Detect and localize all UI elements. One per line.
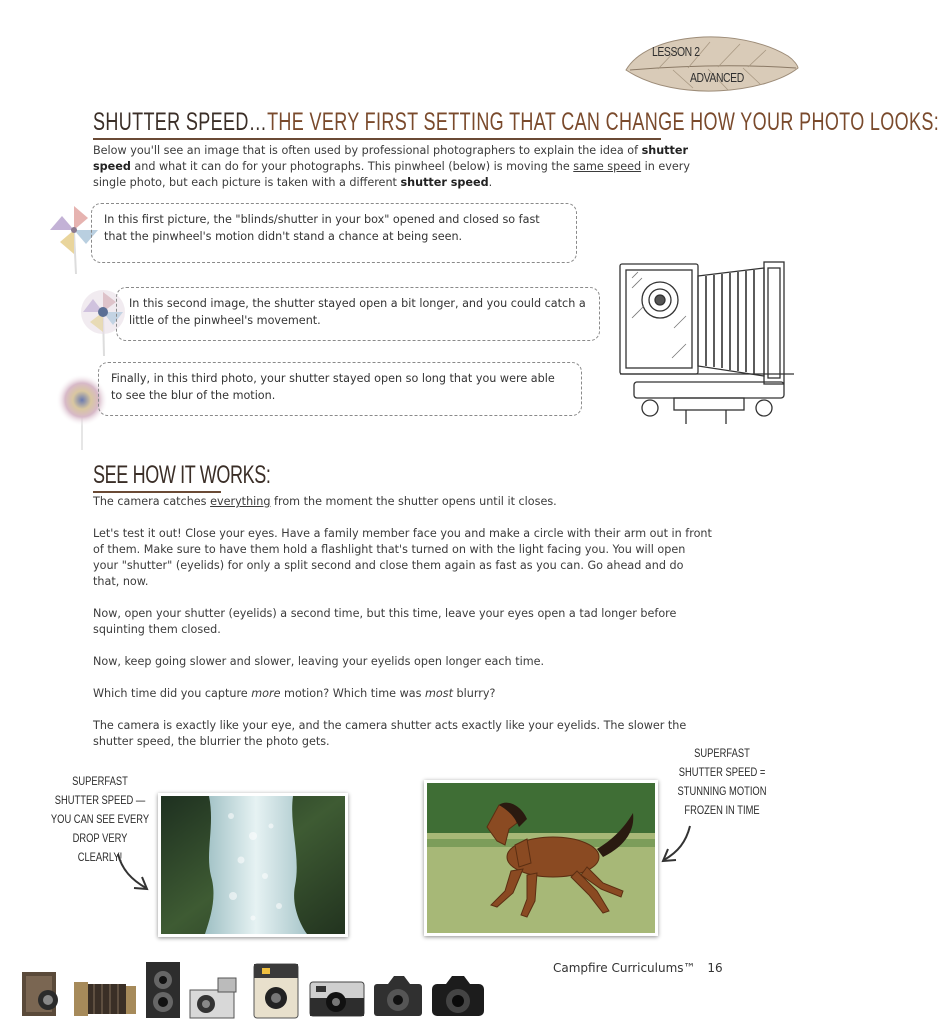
heading-lead: SHUTTER SPEED… <box>93 108 268 136</box>
intro-paragraph: Below you'll see an image that is often used by professional photographers to explain the idea of shutter speed and what it can do for your photographs. This pinwheel (below) is moving the same speed in every single photo, but each picture is taken with a different shutter speed. <box>93 144 691 189</box>
instant-camera-icon <box>254 964 298 1018</box>
arrow-to-water-photo <box>114 850 154 894</box>
heading-rest: THE VERY FIRST SETTING THAT CAN CHANGE HOW YOUR PHOTO LOOKS: <box>267 108 939 136</box>
lesson-leaf-badge <box>618 26 800 98</box>
heading-underline <box>93 138 661 140</box>
heading-underline-2 <box>93 491 221 493</box>
frozen-water-photo <box>158 793 348 937</box>
leaf-icon <box>618 26 800 98</box>
bellows-camera-icon <box>74 982 136 1016</box>
paragraph-slower: Now, keep going slower and slower, leaving your eyelids open longer each time. <box>93 655 545 668</box>
shutter-example-box-3: Finally, in this third photo, your shutter stayed open so long that you were able to see the blur of the motion. <box>98 362 582 416</box>
paragraph-question: Which time did you capture more motion? Which time was most blurry? <box>93 687 496 700</box>
vintage-camera-icon <box>614 258 800 428</box>
flash-camera-icon <box>190 978 236 1018</box>
camera-icons-strip <box>18 958 488 1020</box>
arrow-to-horse-photo <box>656 822 696 866</box>
dslr-camera-icon <box>432 976 484 1016</box>
slr-camera-icon <box>374 976 422 1016</box>
curved-arrow-icon <box>656 822 696 866</box>
galloping-horse-photo <box>424 780 658 936</box>
caption-horse-photo: SUPERFAST SHUTTER SPEED = STUNNING MOTION FROZEN IN TIME <box>677 746 767 817</box>
bellows-camera-illustration <box>614 258 800 428</box>
rangefinder-camera-icon <box>310 982 364 1016</box>
section-heading-how-it-works: SEE HOW IT WORKS: <box>93 461 271 489</box>
footer-brand: Campfire Curriculums™ 16 <box>553 961 723 975</box>
paragraph-catches-everything: The camera catches everything from the moment the shutter opens until it closes. <box>93 495 557 508</box>
shutter-example-box-2: In this second image, the shutter stayed open a bit longer, and you could catch a little of the pinwheel's movement. <box>116 287 600 341</box>
paragraph-second-time: Now, open your shutter (eyelids) a second time, but this time, leave your eyes open a tad longer before squinting them closed. <box>93 607 677 636</box>
section-heading-shutter-speed <box>93 108 939 137</box>
folding-camera-icon <box>22 972 58 1016</box>
shutter-example-box-1: In this first picture, the "blinds/shutter in your box" opened and closed so fast that the pinwheel's motion didn't stand a chance at being seen. <box>91 203 577 263</box>
lesson-level: ADVANCED <box>690 70 744 85</box>
twin-lens-camera-icon <box>146 962 180 1018</box>
curved-arrow-icon <box>114 850 154 894</box>
caption-water-photo: SUPERFAST SHUTTER SPEED — YOU CAN SEE EVERY DROP VERY CLEARLY! <box>50 774 150 864</box>
page-number: 16 <box>707 961 723 975</box>
lesson-number: LESSON 2 <box>652 44 700 59</box>
paragraph-test-it-out: Let's test it out! Close your eyes. Have a family member face you and make a circle with their arm out in front of them. Make sure to have them hold a flashlight that's turned on with the light facing you. You will open your "shutter" (eyelids) for only a split second and close them again as fast as you can. Go ahead and do that, now. <box>93 527 712 588</box>
paragraph-conclusion: The camera is exactly like your eye, and the camera shutter acts exactly like your eyelids. The slower the shutter speed, the blurrier the photo gets. <box>93 719 687 748</box>
